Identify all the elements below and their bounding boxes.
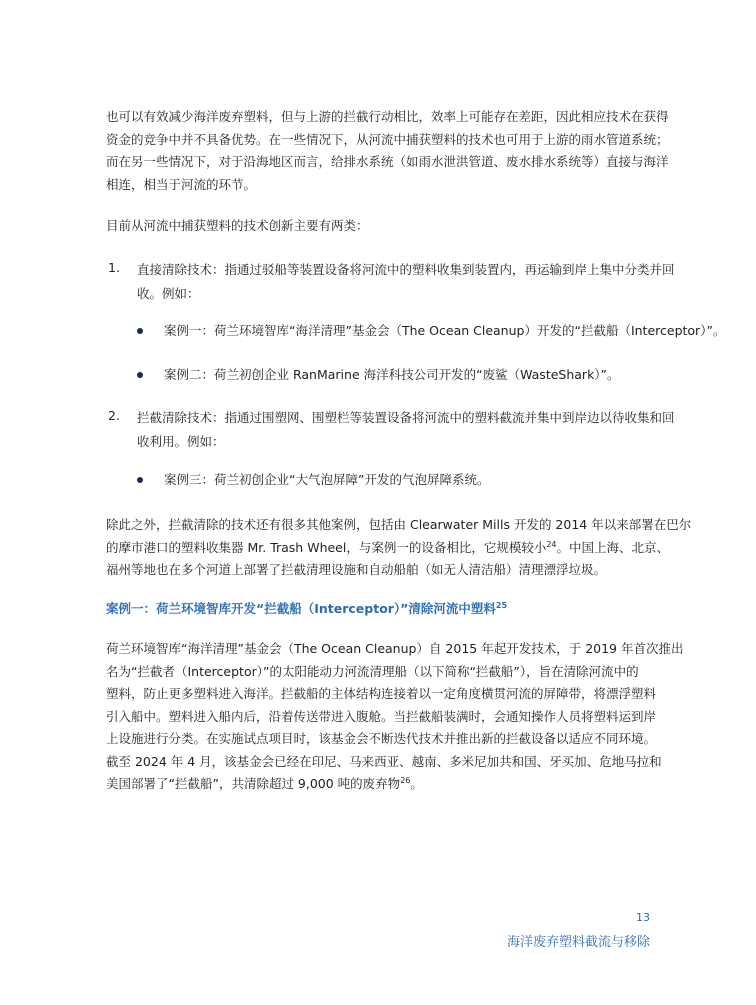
- list-item-line: 收利用。例如：: [137, 434, 225, 449]
- list-item-1-text: [137, 258, 675, 306]
- case-line: [106, 773, 652, 796]
- other-cases-line: [106, 537, 670, 560]
- case-line: 上设施进行分类。在实施试点项目时，该基金会不断迭代技术并推出新的拦截设备以适应不同环境。: [106, 731, 657, 746]
- other-cases-line: 福州等地也在多个河道上部署了拦截清理设施和自动船舶（如无人清洁船）清理漂浮垃圾。: [106, 562, 607, 577]
- case-last-text: 美国部署了“拦截船”，共清除超过 9,000 吨的废弃物: [106, 776, 401, 791]
- bullet-dot: [137, 372, 143, 378]
- bullet-dot: [137, 477, 143, 483]
- other-cases-text: 的摩市港口的塑料收集器 Mr. Trash Wheel，与案例一的设备相比，它规模较小: [106, 539, 547, 555]
- bullet-dot: [137, 328, 143, 334]
- intro-paragraph: [106, 106, 669, 196]
- case-paragraph: [106, 638, 684, 796]
- case-line: 截至 2024 年 4 月，该基金会已经在印尼、马来西亚、越南、多米尼加共和国、牙买加、危地马拉和: [106, 753, 662, 769]
- footnote-ref: 25: [495, 600, 508, 610]
- case-line: 名为“拦截者（Interceptor）”的太阳能动力河流清理船（以下简称“拦截船”），旨在清除河流中的: [106, 663, 639, 679]
- case-line: 引入船中。塑料进入船内后，沿着传送带进入腹舱。当拦截船装满时，会通知操作人员将塑料运到岸: [106, 708, 657, 724]
- case-line: 荷兰环境智库“海洋清理”基金会（The Ocean Cleanup）自 2015 年起开发技术，于 2019 年首次推出: [106, 641, 684, 656]
- case-heading-text: 案例一：荷兰环境智库开发“拦截船（Interceptor）”清除河流中塑料: [106, 601, 496, 616]
- types-intro: 目前从河流中捕获塑料的技术创新主要有两类：: [106, 218, 369, 233]
- case-last-tail: 。: [410, 776, 423, 791]
- footer-doc-title: 海洋废弃塑料截流与移除: [506, 935, 650, 950]
- case-heading: [106, 599, 507, 619]
- list-number-1: 1.: [108, 260, 120, 275]
- list-item-line: 收。例如：: [137, 286, 200, 301]
- footnote-ref: 24: [546, 539, 557, 549]
- intro-line: 资金的竞争中并不具备优势。在一些情况下，从河流中捕获塑料的技术也可用于上游的雨水管道系统；: [106, 131, 669, 147]
- footnote-ref: 26: [400, 775, 411, 785]
- other-cases-paragraph: [106, 514, 692, 582]
- list-item-2-text: [137, 406, 675, 454]
- list-item-line: 直接清除技术：指通过驳船等装置设备将河流中的塑料收集到装置内，再运输到岸上集中分类并回: [137, 262, 675, 277]
- other-cases-line: 除此之外，拦截清除的技术还有很多其他案例，包括由 Clearwater Mills 开发的 2014 年以来部署在巴尔: [106, 517, 692, 532]
- intro-line: 也可以有效减少海洋废弃塑料，但与上游的拦截行动相比，效率上可能存在差距，因此相应技术在获得: [106, 109, 669, 124]
- list-number-2: 2.: [108, 408, 120, 423]
- intro-line: 而在另一些情况下，对于沿海地区而言，给排水系统（如雨水泄洪管道、废水排水系统等）直接与海洋: [106, 154, 669, 169]
- case-line: 塑料，防止更多塑料进入海洋。拦截船的主体结构连接着以一定角度横贯河流的屏障带，将漂浮塑料: [106, 686, 657, 701]
- bullet-case-3: 案例三：荷兰初创企业“大气泡屏障”开发的气泡屏障系统。: [164, 472, 490, 487]
- intro-line: 相连，相当于河流的环节。: [106, 176, 257, 192]
- page-number: 13: [636, 911, 650, 924]
- bullet-case-2: 案例二：荷兰初创企业 RanMarine 海洋科技公司开发的“废鲨（WasteShark）”。: [164, 367, 620, 382]
- other-cases-tail: 。中国上海、北京、: [556, 539, 670, 555]
- list-item-line: 拦截清除技术：指通过围塑网、围塑栏等装置设备将河流中的塑料截流并集中到岸边以待收集和回: [137, 410, 675, 425]
- bullet-case-1: 案例一：荷兰环境智库“海洋清理”基金会（The Ocean Cleanup）开发的“拦截船（Interceptor）”。: [164, 323, 726, 338]
